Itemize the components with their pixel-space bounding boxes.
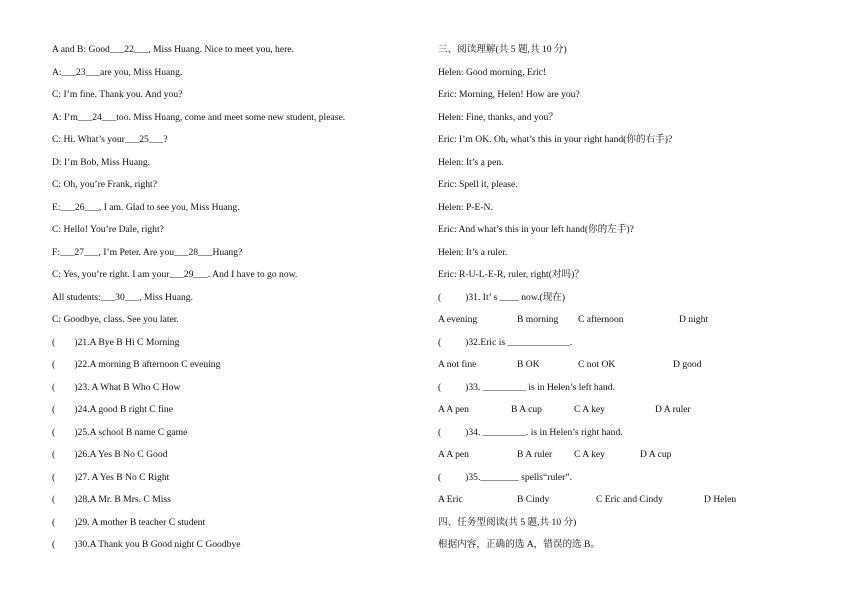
text-segment: F: xyxy=(52,246,61,258)
text-segment: C: I’m fine. Thank you. And you? xyxy=(52,89,183,100)
question-stem: ( )35.________ spells“ruler”. xyxy=(438,471,573,483)
answer-blank: ___24___ xyxy=(77,111,117,123)
text-segment: All students: xyxy=(52,291,101,303)
text-segment: , I am. Glad to see you, Miss Huang. xyxy=(98,201,240,213)
option-text: C afternoon xyxy=(578,314,624,325)
dialogue-line: Helen: It’s a pen. xyxy=(438,156,504,168)
text-segment: E: xyxy=(52,201,61,213)
left-line xyxy=(52,223,422,246)
text-segment: . And I have to go now. xyxy=(207,269,298,280)
option-text: A A pen xyxy=(438,404,469,415)
text-segment: Huang? xyxy=(212,246,243,258)
left-line xyxy=(52,268,422,291)
option-text: D A cup xyxy=(640,449,672,460)
dialogue-line: Eric: And what’s this in your left hand(你的左手)? xyxy=(438,224,634,235)
option-text: A Eric xyxy=(438,494,463,505)
answer-blank: ___29___ xyxy=(169,269,208,280)
left-column xyxy=(52,43,422,561)
answer-blank: ___25___ xyxy=(124,134,164,145)
left-line xyxy=(52,448,422,471)
left-line xyxy=(52,516,422,539)
left-line xyxy=(52,88,422,111)
text-segment: ( xyxy=(52,449,56,460)
instruction-text: 根据内容，正确的选 A，错误的选 B。 xyxy=(438,539,601,550)
option-text: B Cindy xyxy=(517,494,550,505)
left-line xyxy=(52,358,422,381)
text-segment: )28.A Mr. B Mrs. C Miss xyxy=(74,494,171,505)
text-segment: ( xyxy=(52,404,56,415)
text-segment: )21.A Bye B Hi C Morning xyxy=(74,336,180,348)
text-segment: C: Yes, you’re right. I am your xyxy=(52,269,170,280)
option-text: C not OK xyxy=(578,359,616,370)
answer-blank xyxy=(55,382,74,393)
text-segment: ( xyxy=(52,381,56,393)
left-line xyxy=(52,538,422,561)
option-text: C A key xyxy=(574,449,605,460)
dialogue-line: Helen: It’s a ruler. xyxy=(438,246,508,258)
text-segment: C: Hello! You’re Dale, right? xyxy=(52,224,164,235)
section-heading: 四、任务型阅读(共 5 题,共 10 分) xyxy=(438,516,577,528)
option-text: D good xyxy=(673,359,702,370)
section-heading: 三、阅读理解(共 5 题,共 10 分) xyxy=(438,44,567,55)
question-stem: ( )34. _________. is in Helen’s right hand. xyxy=(438,426,623,438)
left-line xyxy=(52,493,422,516)
text-segment: )23. A What B Who C How xyxy=(74,381,181,393)
answer-blank xyxy=(55,404,74,415)
text-segment: )29. A mother B teacher C student xyxy=(74,516,206,528)
answer-blank: ___22___ xyxy=(109,44,149,55)
text-segment: A and B: Good xyxy=(52,44,110,55)
answer-blank: ___30___ xyxy=(100,291,140,303)
question-stem: ( )31. It’ s ____ now.(现在) xyxy=(438,291,566,303)
dialogue-line: Helen: Fine, thanks, and you？ xyxy=(438,111,558,123)
text-segment: A: xyxy=(52,66,62,78)
left-line xyxy=(52,111,422,134)
left-line xyxy=(52,178,422,201)
dialogue-line: Helen: P-E-N. xyxy=(438,201,493,213)
text-segment: ( xyxy=(52,336,56,348)
text-segment: A: I’m xyxy=(52,111,78,123)
option-row xyxy=(438,403,838,426)
left-line xyxy=(52,66,422,89)
option-text: B morning xyxy=(517,314,559,325)
left-line xyxy=(52,381,422,404)
option-text: D Helen xyxy=(704,494,737,505)
text-segment: )22.A morning B afternoon C evening xyxy=(74,359,221,370)
text-segment: )24.A good B right C fine xyxy=(74,404,173,415)
text-segment: ( xyxy=(52,471,56,483)
text-segment: are you, Miss Huang. xyxy=(99,66,183,78)
dialogue-line: Eric: Morning, Helen! How are you? xyxy=(438,89,580,100)
option-text: B A ruler xyxy=(517,449,553,460)
text-segment: D: I’m Bob, Miss Huang. xyxy=(52,156,151,168)
text-segment: ( xyxy=(52,539,56,550)
dialogue-line: Helen: Good morning, Eric! xyxy=(438,66,547,78)
right-column xyxy=(438,43,838,561)
answer-blank xyxy=(55,517,74,528)
option-row xyxy=(438,313,838,336)
left-line xyxy=(52,336,422,359)
text-segment: , Miss Huang. xyxy=(139,291,193,303)
answer-blank xyxy=(55,359,74,370)
answer-blank: ___28___ xyxy=(174,246,213,258)
option-text: C A key xyxy=(574,404,605,415)
dialogue-line: Eric: R-U-L-E-R, ruler, right(对吗)？ xyxy=(438,269,584,280)
left-line xyxy=(52,156,422,179)
dialogue-line: Eric: Spell it, please. xyxy=(438,179,518,190)
text-segment: C: Hi. What’s your xyxy=(52,134,125,145)
option-text: A evening xyxy=(438,314,478,325)
text-segment: , Miss Huang. Nice to meet you, here. xyxy=(148,44,294,55)
answer-blank: ___27___ xyxy=(60,246,99,258)
answer-blank xyxy=(55,449,74,460)
option-text: D A ruler xyxy=(655,404,691,415)
text-segment: ( xyxy=(52,359,56,370)
answer-blank xyxy=(55,472,74,483)
option-text: B OK xyxy=(517,359,540,370)
text-segment: ( xyxy=(52,494,56,505)
left-line xyxy=(52,291,422,314)
option-text: A A pen xyxy=(438,449,469,460)
text-segment: )25.A school B name C game xyxy=(74,426,188,438)
left-line xyxy=(52,471,422,494)
answer-blank xyxy=(55,539,74,550)
answer-blank xyxy=(55,427,74,438)
answer-blank xyxy=(55,337,74,348)
text-segment: )30.A Thank you B Good night C Goodbye xyxy=(74,539,241,550)
option-text: B A cup xyxy=(511,404,542,415)
left-line xyxy=(52,43,422,66)
text-segment: C: Oh, you’re Frank, right? xyxy=(52,179,157,190)
left-line xyxy=(52,201,422,224)
text-segment: )26.A Yes B No C Good xyxy=(74,449,168,460)
question-stem: ( )32.Eric is _____________. xyxy=(438,336,573,348)
left-line xyxy=(52,313,422,336)
answer-blank xyxy=(55,494,74,505)
option-row xyxy=(438,448,838,471)
left-line xyxy=(52,133,422,156)
option-text: A not fine xyxy=(438,359,477,370)
question-stem: ( )33. _________ is in Helen’s left hand. xyxy=(438,381,615,393)
left-line xyxy=(52,426,422,449)
dialogue-line: Eric: I’m OK. Oh, what’s this in your right hand(你的右手)? xyxy=(438,134,673,145)
text-segment: ( xyxy=(52,516,56,528)
option-text: C Eric and Cindy xyxy=(596,494,663,505)
text-segment: C: Goodbye, class. See you later. xyxy=(52,314,179,325)
answer-blank: ___26___ xyxy=(60,201,99,213)
text-segment: )27. A Yes B No C Right xyxy=(74,471,170,483)
text-segment: , I’m Peter. Are you xyxy=(98,246,175,258)
answer-blank: ___23___ xyxy=(61,66,100,78)
option-row xyxy=(438,493,838,516)
text-segment: ? xyxy=(163,134,168,145)
option-row xyxy=(438,358,838,381)
option-text: D night xyxy=(679,314,709,325)
left-line xyxy=(52,246,422,269)
text-segment: too. Miss Huang, come and meet some new student, please. xyxy=(116,111,346,123)
left-line xyxy=(52,403,422,426)
text-segment: ( xyxy=(52,426,56,438)
